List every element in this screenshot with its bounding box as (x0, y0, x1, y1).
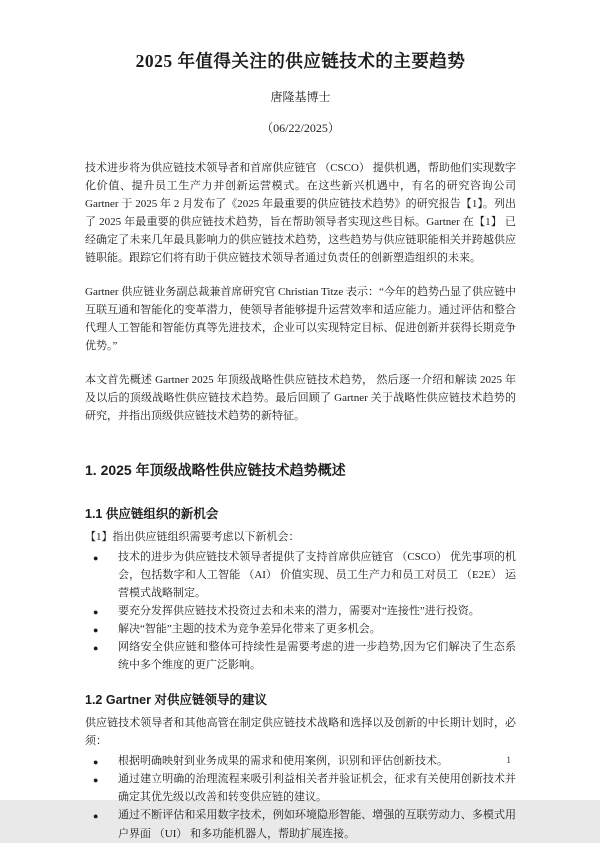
page-number: 1 (506, 756, 511, 767)
section-1-2-heading: 1.2 Gartner 对供应链领导的建议 (85, 693, 267, 708)
date-line: （06/22/2025） (261, 121, 340, 136)
bullet-item (85, 602, 516, 620)
bullet-icon: ● (93, 643, 99, 653)
intro-paragraph-1: 技术进步将为供应链技术领导者和首席供应链官 （CSCO） 提供机遇，帮助他们实现数字化价值、提升员工生产力并创新运营模式。在这些新兴机遇中，有名的研究咨询公司 Gartner 于 2025 年 2 月发布了《2025 年最重要的供应链技术趋势》的研究报告【1】。列出了 2025 年最重要的供应链技术趋势，旨在帮助领导者实现这些目标。Gartner 在【1】 已经确定了未来几年最具影响力的供应链技术趋势，这些趋势与供应链职能相关并跨越供应链职能。跟踪它们将有助于供应链技术领导者通过负责任的创新塑造组织的未来。 (85, 161, 516, 265)
bullet-item (85, 806, 516, 842)
section-1-2-bullet-list (85, 752, 516, 842)
bullet-item (85, 620, 516, 638)
section-1-1-bullet-list (85, 548, 516, 674)
section-1-heading: 1. 2025 年顶级战略性供应链技术趋势概述 (85, 462, 346, 479)
section-1-1-heading: 1.1 供应链组织的新机会 (85, 506, 219, 521)
section-1-2-intro: 供应链技术领导者和其他高管在制定供应链技术战略和选择以及创新的中长期计划时，必须： (85, 717, 516, 748)
intro-paragraph-2: Gartner 供应链业务副总裁兼首席研究官 Christian Titze 表示：“今年的趋势凸显了供应链中互联互通和智能化的变革潜力，使领导者能够提升运营效率和适应能力。通过评估和整合代理人工智能和智能仿真等先进技术，企业可以实现特定目标、促进创新并获得长期竞争优势。” (85, 286, 516, 353)
bullet-item (85, 548, 516, 602)
bullet-text: 通过不断评估和采用数字技术，例如环境隐形智能、增强的互联劳动力、多模式用户界面 （UI） 和多功能机器人，帮助扩展连接。 (118, 809, 516, 840)
bullet-text: 解决“智能”主题的技术为竞争差异化带来了更多机会。 (118, 622, 381, 635)
bullet-icon: ● (93, 624, 99, 635)
bullet-icon: ● (93, 811, 99, 822)
bullet-text: 要充分发挥供应链技术投资过去和未来的潜力，需要对“连接性”进行投资。 (118, 604, 480, 617)
page-title: 2025 年值得关注的供应链技术的主要趋势 (135, 51, 466, 71)
bullet-icon: ● (93, 552, 99, 563)
bullet-icon: ● (93, 775, 99, 786)
bullet-icon: ● (93, 757, 99, 768)
bullet-text: 技术的进步为供应链技术领导者提供了支持首席供应链官 （CSCO） 优先事项的机会，包括数字和人工智能 （AI） 价值实现、员工生产力和员工对员工 （E2E） 运营模式战略制定。 (118, 550, 516, 599)
bullet-item (85, 752, 516, 770)
section-1-1-intro: 【1】指出供应链组织需要考虑以下新机会： (85, 530, 300, 543)
bullet-text: 通过建立明确的治理流程来吸引利益相关者并验证机会，征求有关使用创新技术并确定其优先级以改善和转变供应链的建议。 (118, 773, 516, 804)
bullet-icon: ● (93, 606, 99, 617)
intro-paragraph-3: 本文首先概述 Gartner 2025 年顶级战略性供应链技术趋势， 然后逐一介绍和解读 2025 年及以后的顶级战略性供应链技术趋势。最后回顾了 Gartner 关于战略性供应链技术趋势的研究，并指出顶级供应链技术趋势的新特征。 (85, 374, 516, 423)
bullet-item (85, 638, 516, 674)
bullet-item (85, 770, 516, 806)
bullet-text: 网络安全供应链和整体可持续性是需要考虑的进一步趋势,因为它们解决了生态系统中多个维度的更广泛影响。 (118, 641, 516, 672)
bullet-text: 根据明确映射到业务成果的需求和使用案例，识别和评估创新技术。 (118, 755, 448, 768)
author: 唐隆基博士 (270, 89, 331, 104)
